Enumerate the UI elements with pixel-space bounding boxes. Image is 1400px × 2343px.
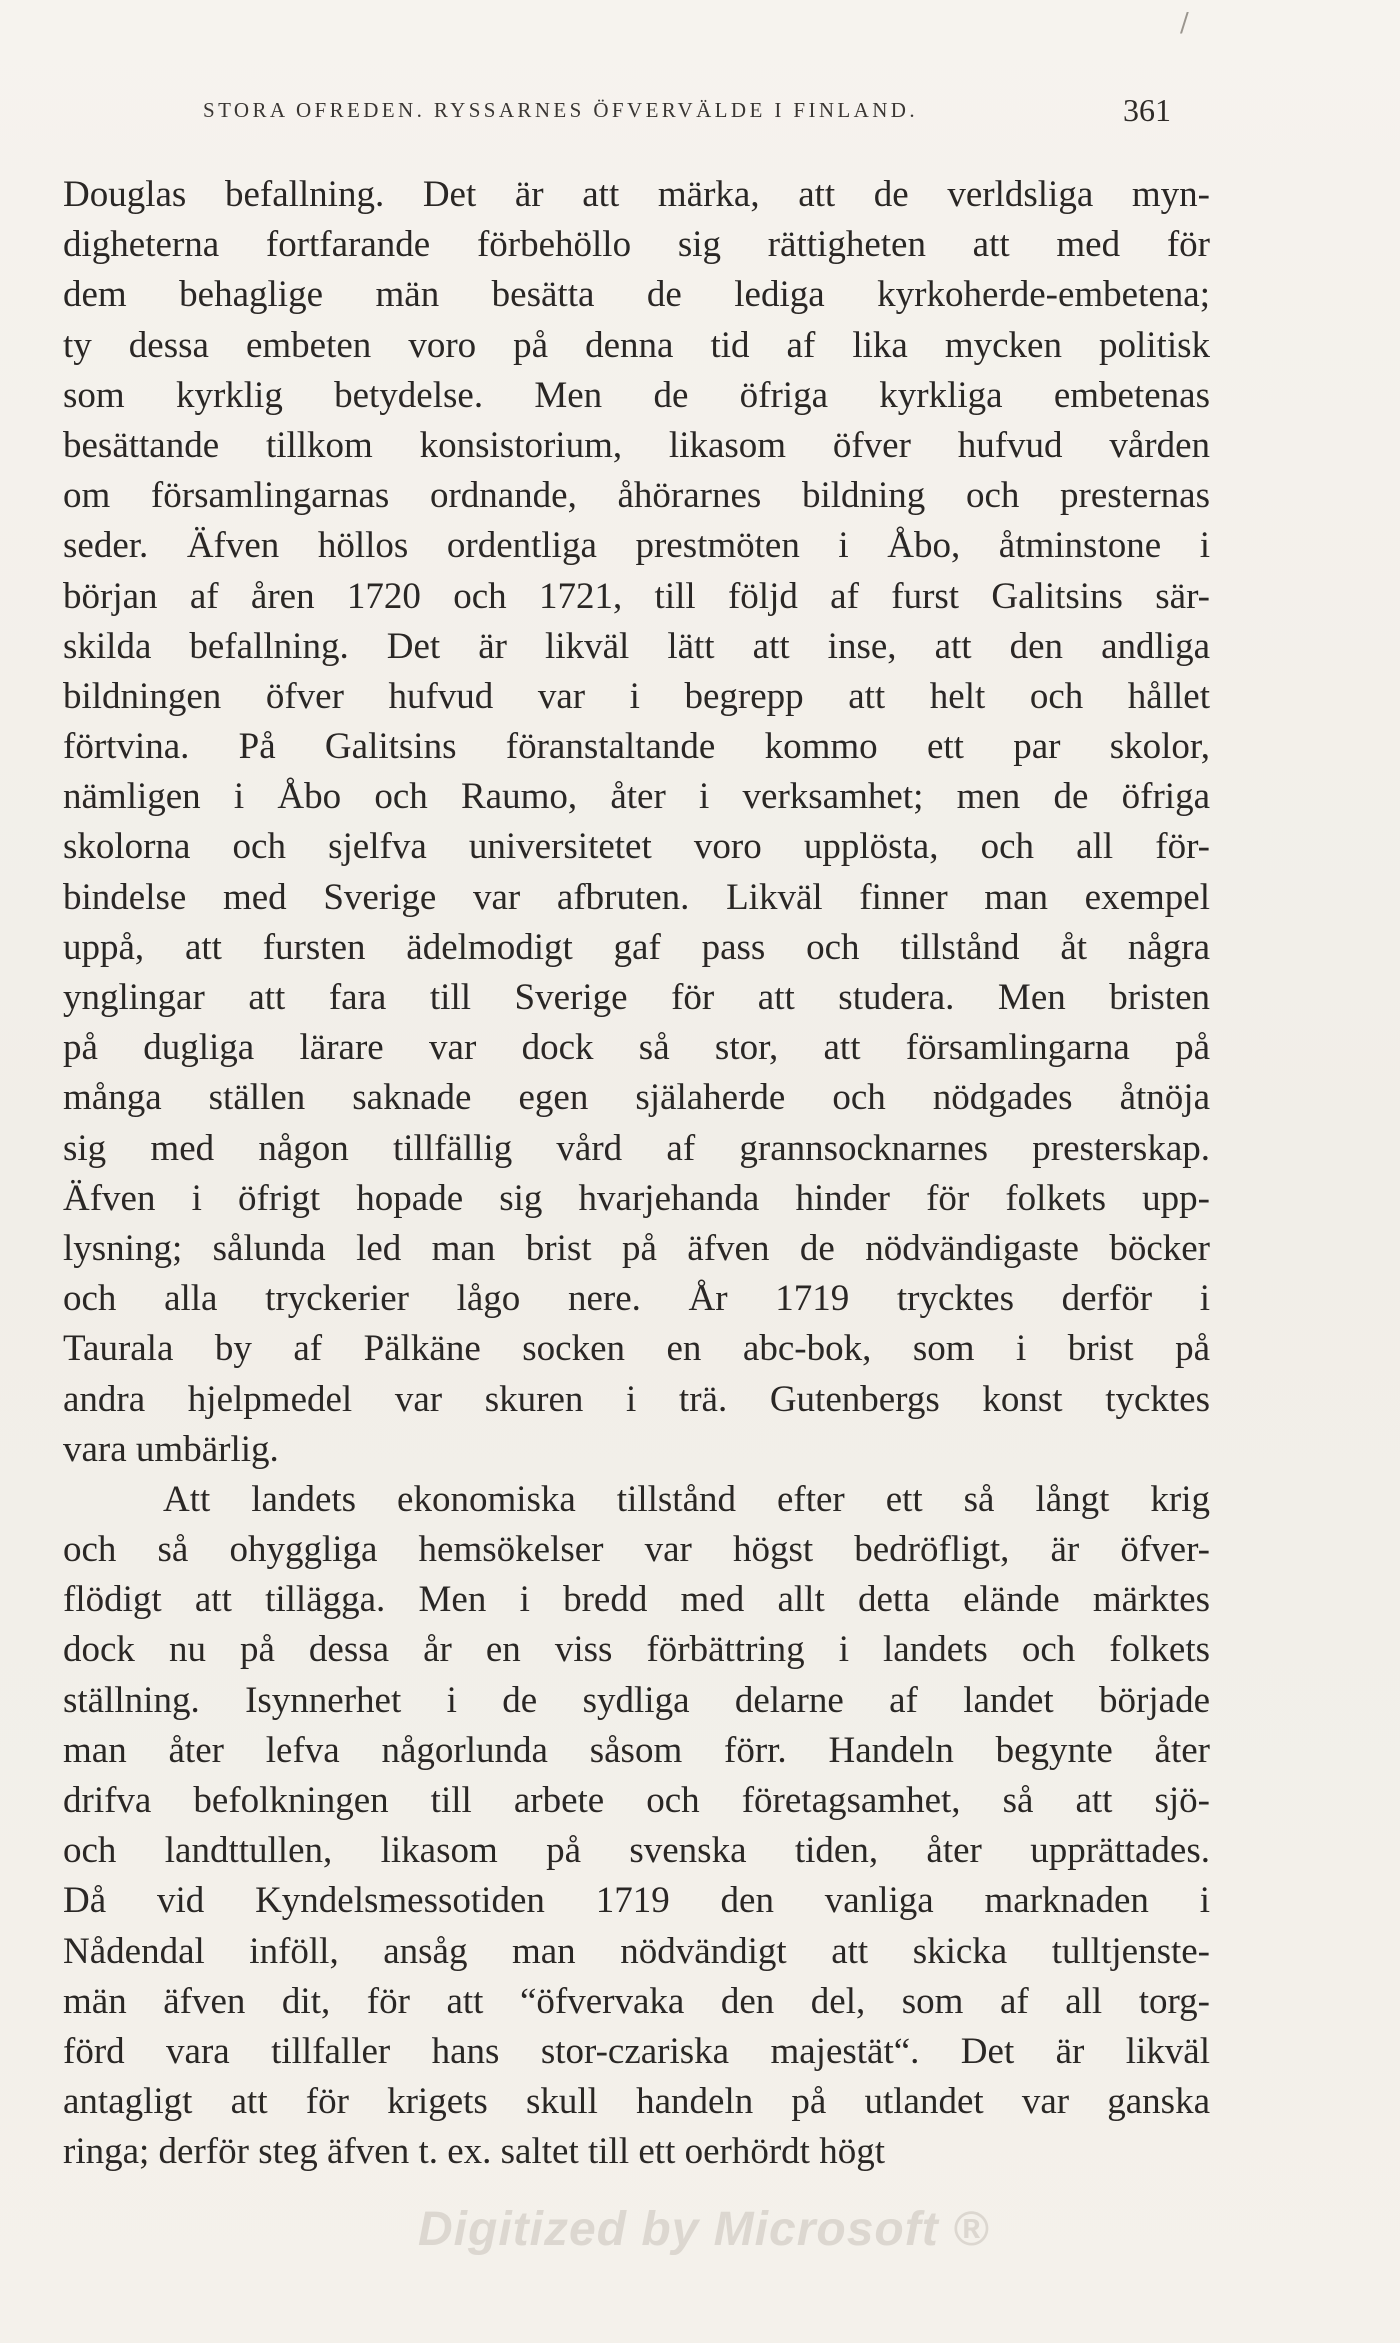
text-line: förd vara tillfaller hans stor-czariska majestät“. Det är likväl xyxy=(63,2030,1210,2072)
text-line: och så ohyggliga hemsökelser var högst bedröfligt, är öfver- xyxy=(63,1529,1210,1571)
text-line: Äfven i öfrigt hopade sig hvarjehanda hinder för folkets upp- xyxy=(63,1177,1210,1219)
text-line: om församlingarnas ordnande, åhörarnes bildning och presternas xyxy=(63,475,1210,517)
text-line: skolorna och sjelfva universitetet voro upplösta, och all för- xyxy=(63,826,1210,868)
text-line: vara umbärlig. xyxy=(63,1428,279,1470)
text-line: på dugliga lärare var dock så stor, att församlingarna på xyxy=(63,1027,1210,1069)
text-line: och alla tryckerier lågo nere. År 1719 trycktes derför i xyxy=(63,1278,1210,1320)
paragraph-1 xyxy=(63,170,1210,1475)
text-line: besättande tillkom konsistorium, likasom öfver hufvud vården xyxy=(63,424,1210,466)
text-line: uppå, att fursten ädelmodigt gaf pass och tillstånd åt några xyxy=(63,926,1210,968)
text-line: man åter lefva någorlunda såsom förr. Handeln begynte åter xyxy=(63,1729,1210,1771)
text-line: ringa; derför steg äfven t. ex. saltet till ett oerhördt högt xyxy=(63,2131,885,2173)
running-head-title: STORA OFREDEN. RYSSARNES ÖFVERVÄLDE I FINLAND. xyxy=(203,98,918,122)
text-line: bindelse med Sverige var afbruten. Likväl finner man exempel xyxy=(63,876,1210,918)
text-line: ty dessa embeten voro på denna tid af lika mycken politisk xyxy=(63,324,1210,366)
text-line: andra hjelpmedel var skuren i trä. Gutenbergs konst tycktes xyxy=(63,1378,1210,1420)
text-line: drifva befolkningen till arbete och företagsamhet, så att sjö- xyxy=(63,1780,1210,1821)
text-line: Då vid Kyndelsmessotiden 1719 den vanliga marknaden i xyxy=(63,1880,1210,1922)
text-line: dock nu på dessa år en viss förbättring i landets och folkets xyxy=(63,1629,1210,1671)
text-line: Att landets ekonomiska tillstånd efter ett så långt krig xyxy=(163,1478,1210,1520)
page-number: 361 xyxy=(1123,92,1171,128)
text-line: ställning. Isynnerhet i de sydliga delarne af landet började xyxy=(63,1679,1210,1721)
text-line: dem behaglige män besätta de lediga kyrkoherde-embetena; xyxy=(63,274,1210,316)
text-line: många ställen saknade egen själaherde och nödgades åtnöja xyxy=(63,1077,1210,1119)
text-line: som kyrklig betydelse. Men de öfriga kyrkliga embetenas xyxy=(63,374,1210,416)
text-line: och landttullen, likasom på svenska tiden, åter upprättades. xyxy=(63,1830,1210,1872)
text-line: digheterna fortfarande förbehöllo sig rättigheten att med för xyxy=(63,224,1210,266)
text-line: nämligen i Åbo och Raumo, åter i verksamhet; men de öfriga xyxy=(63,776,1210,818)
paragraph-2 xyxy=(63,1475,1210,2178)
text-line: Taurala by af Pälkäne socken en abc-bok, som i brist på xyxy=(63,1328,1210,1370)
text-line: lysning; sålunda led man brist på äfven de nödvändigaste böcker xyxy=(63,1227,1210,1269)
text-line: flödigt att tillägga. Men i bredd med allt detta elände märktes xyxy=(63,1579,1210,1621)
text-line: början af åren 1720 och 1721, till följd af furst Galitsins sär- xyxy=(63,575,1210,617)
corner-mark: / xyxy=(1180,8,1189,38)
text-line: Douglas befallning. Det är att märka, att de verldsliga myn- xyxy=(63,174,1210,215)
text-line: förtvina. På Galitsins föranstaltande kommo ett par skolor, xyxy=(63,726,1210,768)
running-head xyxy=(203,92,1203,132)
text-line: Nådendal inföll, ansåg man nödvändigt att skicka tulltjenste- xyxy=(63,1930,1210,1972)
text-line: antagligt att för krigets skull handeln på utlandet var ganska xyxy=(63,2081,1210,2123)
body-text xyxy=(63,170,1210,2178)
text-line: seder. Äfven höllos ordentliga prestmöten i Åbo, åtminstone i xyxy=(63,525,1210,567)
text-line: bildningen öfver hufvud var i begrepp att helt och hållet xyxy=(63,675,1210,717)
text-line: män äfven dit, för att “öfvervaka den del, som af all torg- xyxy=(63,1980,1210,2022)
digitization-watermark: Digitized by Microsoft ® xyxy=(418,2203,990,2256)
text-line: skilda befallning. Det är likväl lätt att inse, att den andliga xyxy=(63,625,1210,667)
text-line: ynglingar att fara till Sverige för att studera. Men bristen xyxy=(63,977,1210,1018)
text-line: sig med någon tillfällig vård af grannsocknarnes presterskap. xyxy=(63,1127,1210,1169)
